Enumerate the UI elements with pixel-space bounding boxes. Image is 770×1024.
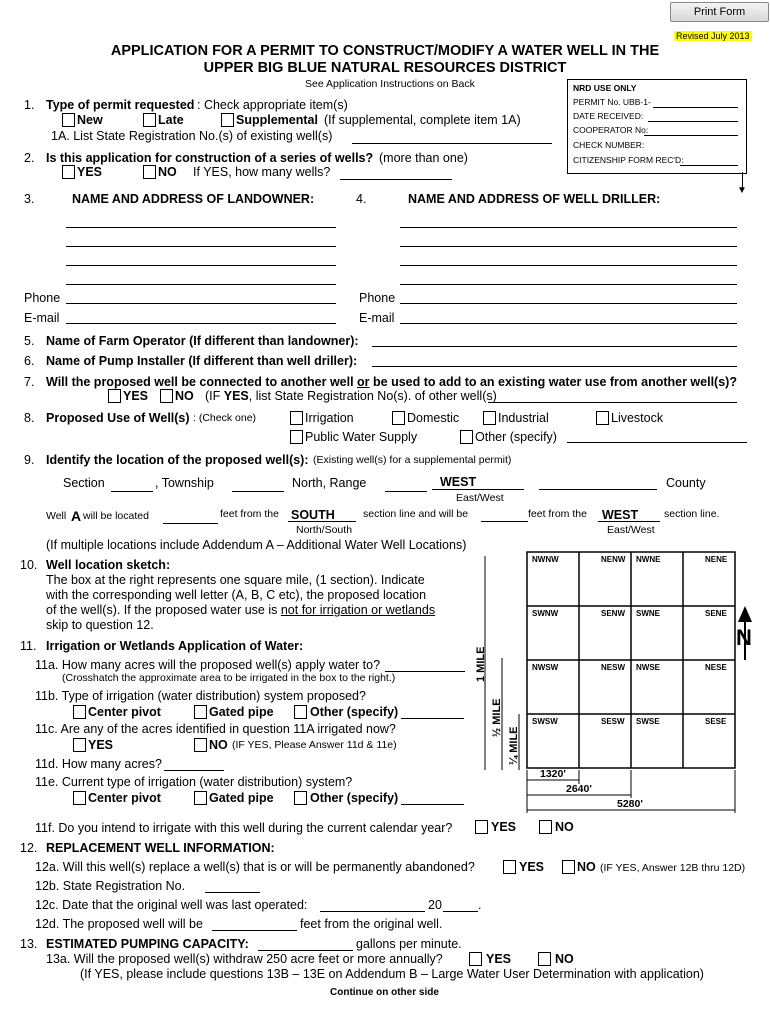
use-domestic-checkbox[interactable]: [392, 411, 405, 425]
proposed-gated-checkbox[interactable]: [194, 705, 207, 719]
connected-yes-label: YES: [123, 389, 149, 403]
nrd-citizen-label: CITIZENSHIP FORM REC'D:: [573, 155, 684, 165]
ns-direction-value[interactable]: SOUTH: [291, 508, 335, 522]
permit-late-checkbox[interactable]: [143, 113, 156, 127]
grid-cell-senw[interactable]: SENW: [601, 609, 625, 618]
current-gated-label: Gated pipe: [209, 791, 274, 805]
nrd-permit-field[interactable]: [653, 107, 738, 108]
section-field[interactable]: [111, 491, 153, 492]
use-other-field[interactable]: [567, 442, 747, 443]
grid-cell-nenw[interactable]: NENW: [601, 555, 626, 564]
landowner-phone-field[interactable]: [66, 303, 336, 304]
proposed-pivot-label: Center pivot: [88, 705, 161, 719]
distance-field[interactable]: [212, 930, 297, 931]
q3-label: NAME AND ADDRESS OF LANDOWNER:: [72, 192, 315, 206]
dim-2640-label: 2640': [566, 783, 592, 795]
replace-yes-label: YES: [519, 860, 545, 874]
use-domestic-label: Domestic: [407, 411, 460, 425]
supplemental-hint: (If supplemental, complete item 1A): [324, 113, 521, 127]
driller-email-label: E-mail: [359, 311, 395, 325]
driller-phone-label: Phone: [359, 291, 396, 305]
eastwest-caption: East/West: [456, 492, 504, 504]
q12c-period: .: [478, 898, 482, 912]
connected-no-checkbox[interactable]: [160, 389, 173, 403]
use-other-checkbox[interactable]: [460, 430, 473, 444]
feet-from-label-1: feet from the: [220, 508, 279, 520]
grid-cell-nesw[interactable]: NESW: [601, 663, 625, 672]
q11-number: 11.: [20, 639, 37, 653]
landowner-email-label: E-mail: [24, 311, 60, 325]
irrigated-no-label: NO: [209, 738, 228, 752]
use-public-checkbox[interactable]: [290, 430, 303, 444]
q11f-label: 11f. Do you intend to irrigate with this well during the current calendar year?: [35, 821, 453, 835]
irrigated-yes-checkbox[interactable]: [73, 738, 86, 752]
section-line-label-2: section line.: [664, 508, 720, 520]
grid-cell-swne[interactable]: SWNE: [636, 609, 660, 618]
current-gated-checkbox[interactable]: [194, 791, 207, 805]
q12a-hint: (IF YES, Answer 12B thru 12D): [600, 862, 746, 874]
use-industrial-label: Industrial: [498, 411, 549, 425]
county-label: County: [666, 476, 706, 490]
q10-number: 10.: [20, 558, 38, 572]
q11-label: Irrigation or Wetlands Application of Water:: [46, 639, 304, 653]
use-other-label: Other (specify): [475, 430, 557, 444]
grid-cell-sesw[interactable]: SESW: [601, 717, 625, 726]
q3-number: 3.: [24, 192, 35, 206]
last-operated-field[interactable]: [320, 911, 425, 912]
nrd-date-field[interactable]: [648, 121, 738, 122]
q11b-label: 11b. Type of irrigation (water distribution) system proposed?: [35, 689, 366, 703]
q12c-year-prefix: 20: [428, 898, 442, 912]
q12-number: 12.: [20, 841, 38, 855]
q12d-label: 12d. The proposed well will be: [35, 917, 203, 931]
q9-number: 9.: [24, 453, 35, 467]
other-well-registration-field[interactable]: [488, 402, 737, 403]
replace-no-checkbox[interactable]: [562, 860, 575, 874]
large-user-no-label: NO: [555, 952, 574, 966]
section-line-label: section line and will be: [363, 508, 469, 520]
use-irrigation-checkbox[interactable]: [290, 411, 303, 425]
well-label: Well: [46, 510, 67, 522]
q12b-label: 12b. State Registration No.: [35, 879, 186, 893]
acres-field[interactable]: [385, 671, 465, 672]
driller-name-field[interactable]: [400, 227, 737, 228]
current-pivot-checkbox[interactable]: [73, 791, 86, 805]
form-title-line2: UPPER BIG BLUE NATURAL RESOURCES DISTRICT: [203, 60, 567, 76]
replace-no-label: NO: [577, 860, 596, 874]
form-title-line1: APPLICATION FOR A PERMIT TO CONSTRUCT/MODIFY A WATER WELL IN THE: [110, 43, 660, 59]
replaced-registration-field[interactable]: [205, 892, 260, 893]
grid-cell-nwsw[interactable]: NWSW: [532, 663, 559, 672]
revised-date: Revised July 2013: [676, 31, 750, 41]
township-label: , Township: [155, 476, 214, 490]
q5-label: Name of Farm Operator (If different than landowner):: [46, 334, 359, 348]
q10-text-3: of the well(s). If the proposed water use is not for irrigation or wetlands: [46, 603, 436, 617]
well-letter: A: [71, 508, 82, 524]
feet-ns-field[interactable]: [163, 523, 218, 524]
permit-new-checkbox[interactable]: [62, 113, 75, 127]
proposed-pivot-checkbox[interactable]: [73, 705, 86, 719]
use-livestock-checkbox[interactable]: [596, 411, 609, 425]
nrd-use-only-box: [567, 79, 747, 174]
q1-label: Type of permit requested: [46, 98, 195, 112]
nrd-arrow-icon: ▼: [737, 185, 747, 196]
q6-label: Name of Pump Installer (If different than well driller):: [46, 354, 358, 368]
q1a-registration-field[interactable]: [352, 143, 552, 144]
nrd-coop-label: COOPERATOR No:: [573, 125, 649, 135]
feet-from-label-2: feet from the: [528, 508, 587, 520]
grid-cell-nene[interactable]: NENE: [705, 555, 728, 564]
quarter-mile-label: ¼ MILE: [508, 726, 520, 765]
print-form-button[interactable]: Print Form: [670, 2, 769, 22]
north-arrow-head: [738, 606, 752, 622]
q13a-label: 13a. Will the proposed well(s) withdraw 250 acre feet or more annually?: [46, 952, 443, 966]
irrigate-year-yes-label: YES: [491, 820, 517, 834]
feet-ew-field[interactable]: [481, 521, 528, 522]
series-no-checkbox[interactable]: [143, 165, 156, 179]
permit-new-label: New: [77, 113, 103, 127]
range-field[interactable]: [385, 491, 427, 492]
nrd-citizen-field[interactable]: [680, 165, 738, 166]
q11e-label: 11e. Current type of irrigation (water distribution) system?: [35, 775, 353, 789]
q11d-label: 11d. How many acres?: [35, 757, 162, 771]
landowner-phone-label: Phone: [24, 291, 61, 305]
q13-note: (If YES, please include questions 13B – 13E on Addendum B – Large Water User Determination with application): [80, 967, 704, 981]
permit-supplemental-label: Supplemental: [236, 113, 318, 127]
q7-number: 7.: [24, 375, 35, 389]
current-other-field[interactable]: [401, 804, 464, 805]
dim-1320-label: 1320': [540, 768, 566, 780]
q9-hint: (Existing well(s) for a supplemental permit): [313, 454, 512, 466]
northsouth-caption: North/South: [296, 524, 353, 536]
q2-hint: (more than one): [379, 151, 468, 165]
irrigated-no-checkbox[interactable]: [194, 738, 207, 752]
grid-cell-sene[interactable]: SENE: [705, 609, 727, 618]
sketch-outline: [527, 552, 735, 768]
use-industrial-checkbox[interactable]: [483, 411, 496, 425]
q13-label: ESTIMATED PUMPING CAPACITY:: [46, 937, 249, 951]
use-public-label: Public Water Supply: [305, 430, 418, 444]
q8-number: 8.: [24, 411, 35, 425]
driller-phone-field[interactable]: [400, 303, 737, 304]
township-field[interactable]: [232, 491, 284, 492]
q1a-label: 1A. List State Registration No.(s) of existing well(s): [51, 129, 333, 143]
instructions-note: See Application Instructions on Back: [305, 78, 475, 90]
grid-cell-swsw[interactable]: SWSW: [532, 717, 558, 726]
landowner-address-field[interactable]: [66, 246, 336, 247]
last-operated-year-field[interactable]: [443, 911, 478, 912]
north-arrow-icon: N: [736, 625, 752, 650]
proposed-other-label: Other (specify): [310, 705, 399, 719]
driller-city-field[interactable]: [400, 265, 737, 266]
grid-cell-nese[interactable]: NESE: [705, 663, 727, 672]
current-pivot-label: Center pivot: [88, 791, 161, 805]
proposed-other-field[interactable]: [401, 718, 464, 719]
nrd-heading: NRD USE ONLY: [573, 83, 637, 93]
q11c-label: 11c. Are any of the acres identified in question 11A irrigated now?: [35, 722, 396, 736]
permit-supplemental-checkbox[interactable]: [221, 113, 234, 127]
driller-state-field[interactable]: [400, 284, 737, 285]
q10-text-2: with the corresponding well letter (A, B, C etc), the proposed location: [46, 588, 427, 602]
ns-direction-line: [288, 521, 356, 522]
series-count-label: If YES, how many wells?: [193, 165, 331, 179]
county-field[interactable]: [539, 489, 657, 490]
q4-label: NAME AND ADDRESS OF WELL DRILLER:: [408, 192, 661, 206]
q1-hint: : Check appropriate item(s): [197, 98, 348, 112]
use-irrigation-label: Irrigation: [305, 411, 354, 425]
mile-label: 1 MILE: [475, 646, 487, 682]
q4-number: 4.: [356, 192, 367, 206]
grid-cell-nwse[interactable]: NWSE: [636, 663, 660, 672]
farm-operator-field[interactable]: [372, 346, 737, 347]
irrigate-year-no-label: NO: [555, 820, 574, 834]
connected-yes-checkbox[interactable]: [108, 389, 121, 403]
proposed-other-checkbox[interactable]: [294, 705, 307, 719]
irrigated-yes-label: YES: [88, 738, 114, 752]
eastwest-caption-2: East/West: [607, 524, 655, 536]
q8-hint: : (Check one): [193, 412, 257, 424]
q9-label: Identify the location of the proposed well(s):: [46, 453, 309, 467]
well-located-label: will be located: [83, 510, 149, 522]
series-no-label: NO: [158, 165, 177, 179]
driller-address-field[interactable]: [400, 246, 737, 247]
q8-label: Proposed Use of Well(s): [46, 411, 190, 425]
irrigate-year-yes-checkbox[interactable]: [475, 820, 488, 834]
gpm-label: gallons per minute.: [356, 937, 462, 951]
q11c-hint: (IF YES, Please Answer 11d & 11e): [232, 739, 397, 751]
q5-number: 5.: [24, 334, 35, 348]
dim-5280-label: 5280': [617, 798, 643, 810]
current-other-checkbox[interactable]: [294, 791, 307, 805]
landowner-email-field[interactable]: [66, 323, 336, 324]
nrd-date-label: DATE RECEIVED:: [573, 111, 644, 121]
q6-number: 6.: [24, 354, 35, 368]
connected-hint: (IF YES, list State Registration No(s). of other well(s): [205, 389, 497, 403]
half-mile-label: ½ MILE: [491, 698, 503, 737]
q12c-label: 12c. Date that the original well was last operated:: [35, 898, 308, 912]
q7-label: Will the proposed well be connected to another well or be used to add to an existing water use from another well(s)?: [46, 375, 737, 389]
capacity-field[interactable]: [258, 950, 353, 951]
nrd-check-label: CHECK NUMBER:: [573, 140, 645, 150]
q12a-label: 12a. Will this well(s) replace a well(s) that is or will be permanently abandoned?: [35, 860, 475, 874]
connected-no-label: NO: [175, 389, 194, 403]
range-direction-value[interactable]: WEST: [440, 475, 477, 489]
q12-label: REPLACEMENT WELL INFORMATION:: [46, 841, 275, 855]
grid-cell-nwnw[interactable]: NWNW: [532, 555, 559, 564]
series-yes-label: YES: [77, 165, 103, 179]
irrigate-year-no-checkbox[interactable]: [539, 820, 552, 834]
use-livestock-label: Livestock: [611, 411, 664, 425]
q2-number: 2.: [24, 151, 35, 165]
grid-cell-sese[interactable]: SESE: [705, 717, 727, 726]
multiple-locations-note: (If multiple locations include Addendum A – Additional Water Well Locations): [46, 538, 467, 552]
driller-email-field[interactable]: [400, 323, 737, 324]
pump-installer-field[interactable]: [372, 366, 737, 367]
q13-number: 13.: [20, 937, 38, 951]
range-label: North, Range: [292, 476, 367, 490]
series-yes-checkbox[interactable]: [62, 165, 75, 179]
q10-text-4: skip to question 12.: [46, 618, 154, 632]
current-acres-field[interactable]: [164, 770, 224, 771]
grid-cell-swnw[interactable]: SWNW: [532, 609, 559, 618]
current-other-label: Other (specify): [310, 791, 399, 805]
section-label: Section: [63, 476, 105, 490]
q11a-label: 11a. How many acres will the proposed well(s) apply water to?: [35, 658, 381, 672]
q2-label: Is this application for construction of a series of wells?: [46, 151, 374, 165]
ew-direction-line: [598, 521, 660, 522]
landowner-state-field[interactable]: [66, 284, 336, 285]
ew-direction-value[interactable]: WEST: [602, 508, 639, 522]
permit-late-label: Late: [158, 113, 184, 127]
q10-label: Well location sketch:: [46, 558, 171, 572]
large-user-no-checkbox[interactable]: [538, 952, 551, 966]
large-user-yes-label: YES: [486, 952, 512, 966]
q1-number: 1.: [24, 98, 35, 112]
q11a-hint: (Crosshatch the approximate area to be irrigated in the box to the right.): [62, 672, 396, 684]
range-direction-line: [432, 489, 524, 490]
grid-cell-swse[interactable]: SWSE: [636, 717, 660, 726]
landowner-name-field[interactable]: [66, 227, 336, 228]
nrd-permit-label: PERMIT No. UBB-1-: [573, 97, 651, 107]
replace-yes-checkbox[interactable]: [503, 860, 516, 874]
series-count-field[interactable]: [340, 179, 452, 180]
continue-note: Continue on other side: [330, 987, 439, 998]
large-user-yes-checkbox[interactable]: [469, 952, 482, 966]
proposed-gated-label: Gated pipe: [209, 705, 274, 719]
grid-cell-nwne[interactable]: NWNE: [636, 555, 661, 564]
q10-text-1: The box at the right represents one square mile, (1 section). Indicate: [46, 573, 425, 587]
q12d-suffix: feet from the original well.: [300, 917, 443, 931]
landowner-city-field[interactable]: [66, 265, 336, 266]
nrd-coop-field[interactable]: [644, 135, 738, 136]
